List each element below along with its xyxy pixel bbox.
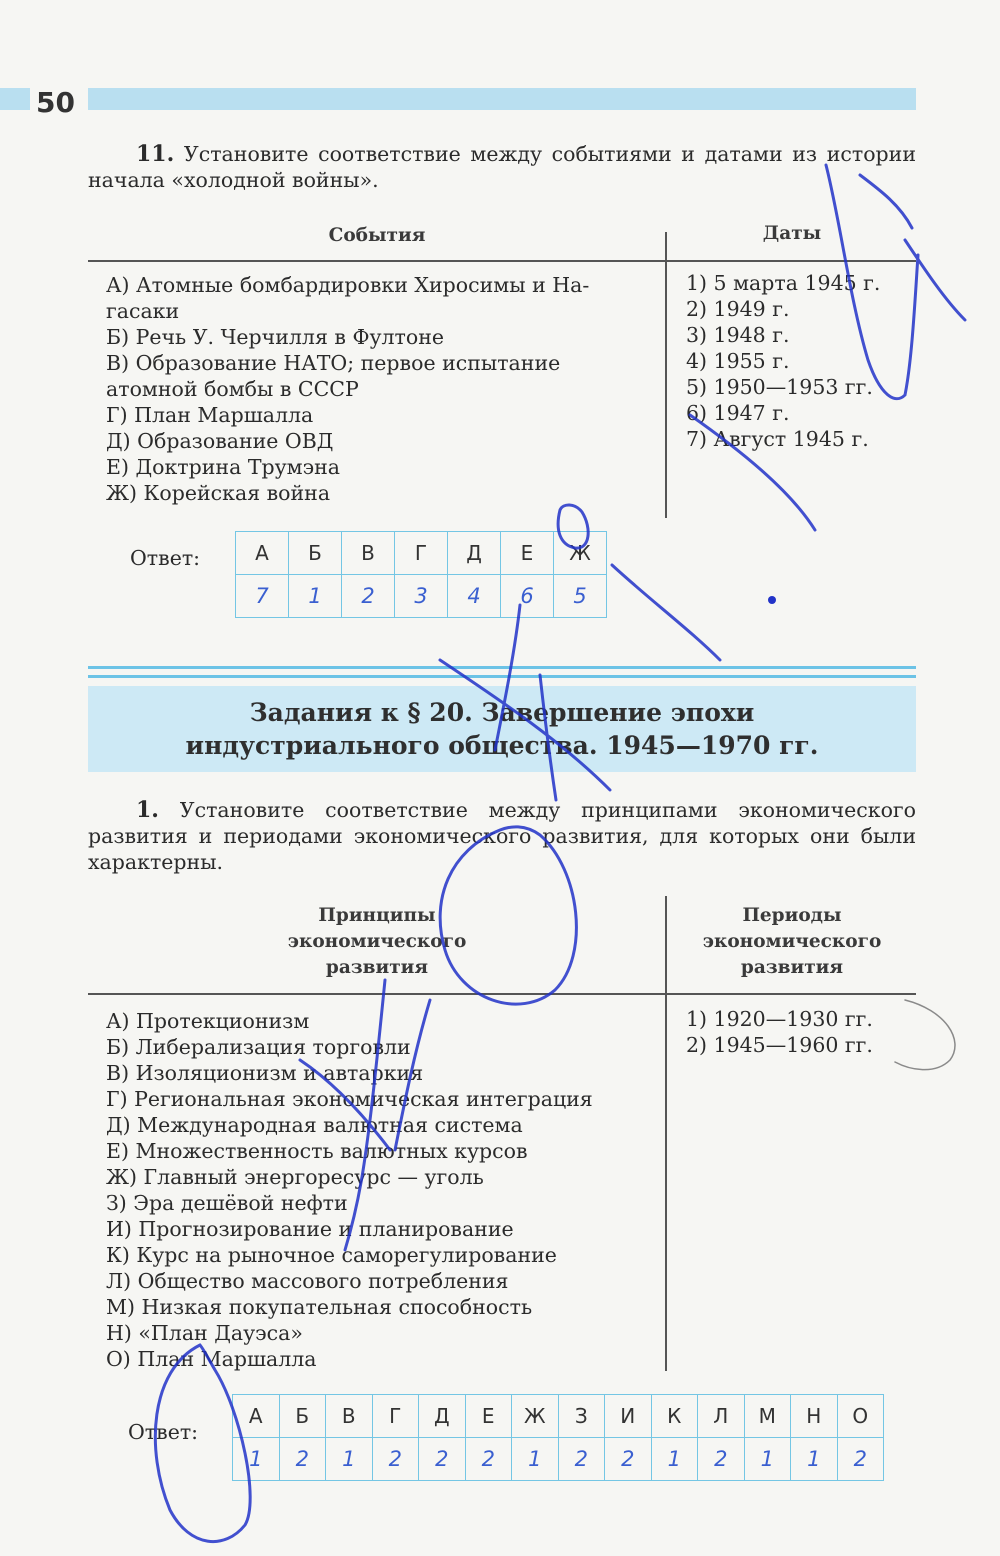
answer-letter: Г (372, 1395, 419, 1438)
answer-letter: Д (448, 532, 501, 575)
answer-letter: Е (501, 532, 554, 575)
list-item: Г) Региональная экономическая интеграция (106, 1087, 593, 1111)
list-item: Н) «План Дауэса» (106, 1321, 303, 1345)
answer-letter: Л (698, 1395, 745, 1438)
col-dates-header: Даты (762, 223, 822, 244)
col-periods-header: Периоды экономического развития (702, 905, 882, 978)
list-item: 3) 1948 г. (686, 323, 790, 347)
list-item: Ж) Главный энергоресурс — уголь (106, 1165, 484, 1189)
answer-letter: Ж (554, 532, 607, 575)
answer-cell[interactable]: 2 (837, 1438, 884, 1481)
list-item: О) План Маршалла (106, 1347, 317, 1371)
list-item: Б) Речь У. Черчилля в Фултоне (106, 325, 445, 349)
answer-cell[interactable]: 1 (651, 1438, 698, 1481)
list-item: Г) План Маршалла (106, 403, 314, 427)
answer-letter: Ж (512, 1395, 559, 1438)
answer-letter: В (342, 532, 395, 575)
list-item: А) Протекционизм (106, 1009, 310, 1033)
answer-letter: И (605, 1395, 652, 1438)
answer-cell[interactable]: 2 (372, 1438, 419, 1481)
col-events-header: События (328, 225, 426, 246)
answer-letter: З (558, 1395, 605, 1438)
list-item: 6) 1947 г. (686, 401, 790, 425)
list-item: В) Изоляционизм и автаркия (106, 1061, 424, 1085)
answer-cell[interactable]: 2 (419, 1438, 466, 1481)
answer-cell[interactable]: 5 (554, 575, 607, 618)
list-item: атомной бомбы в СССР (106, 377, 359, 401)
answer-letter: Д (419, 1395, 466, 1438)
answer-cell[interactable]: 4 (448, 575, 501, 618)
answer-cell[interactable]: 2 (342, 575, 395, 618)
list-item: Б) Либерализация торговли (106, 1035, 411, 1059)
answer-cell[interactable]: 6 (501, 575, 554, 618)
list-item: гасаки (106, 299, 180, 323)
answer-cell[interactable]: 1 (744, 1438, 791, 1481)
list-item: Е) Доктрина Трумэна (106, 455, 340, 479)
col-principles-header: Принципы экономического развития (287, 905, 467, 978)
list-item: 1) 5 марта 1945 г. (686, 271, 881, 295)
answer-cell[interactable]: 2 (465, 1438, 512, 1481)
task-1-number: 1. (136, 797, 159, 823)
list-item: М) Низкая покупательная способность (106, 1295, 533, 1319)
task-11-number: 11. (136, 141, 175, 167)
section-title-line-1: Задания к § 20. Завершение эпохи (249, 698, 755, 727)
list-item: З) Эра дешёвой нефти (106, 1191, 348, 1215)
answer-letter: Е (465, 1395, 512, 1438)
task-11-text: Установите соответствие между событиями и датами из истории начала «холодной войны». (88, 142, 916, 192)
page-number: 50 (36, 86, 75, 119)
section-title-line-2: индустриального общества. 1945—1970 гг. (185, 731, 819, 760)
answer-cell[interactable]: 2 (558, 1438, 605, 1481)
answer-letter: В (326, 1395, 373, 1438)
answer-letter: Н (791, 1395, 838, 1438)
answer-cell[interactable]: 2 (698, 1438, 745, 1481)
list-item: 1) 1920—1930 гг. (686, 1007, 873, 1031)
answer-cell[interactable]: 3 (395, 575, 448, 618)
list-item: 4) 1955 г. (686, 349, 790, 373)
answer-letter: О (837, 1395, 884, 1438)
list-item: А) Атомные бомбардировки Хиросимы и На- (106, 273, 590, 297)
answer-label-11: Ответ: (130, 546, 201, 570)
answer-letter: Б (279, 1395, 326, 1438)
answer-cell[interactable]: 2 (605, 1438, 652, 1481)
answer-letter: Г (395, 532, 448, 575)
list-item: Е) Множественность валютных курсов (106, 1139, 528, 1163)
list-item: Л) Общество массового потребления (106, 1269, 509, 1293)
list-item: 5) 1950—1953 гг. (686, 375, 873, 399)
list-item: В) Образование НАТО; первое испытание (106, 351, 561, 375)
list-item: К) Курс на рыночное саморегулирование (106, 1243, 557, 1267)
list-item: Ж) Корейская война (106, 481, 331, 505)
answer-letter: А (233, 1395, 280, 1438)
answer-label-1: Ответ: (128, 1420, 199, 1444)
answer-letter: А (236, 532, 289, 575)
answer-letter: К (651, 1395, 698, 1438)
list-item: 7) Август 1945 г. (686, 427, 869, 451)
list-item: Д) Международная валютная система (106, 1113, 523, 1137)
answer-cell[interactable]: 1 (791, 1438, 838, 1481)
list-item: 2) 1949 г. (686, 297, 790, 321)
task-1-text: Установите соответствие между принципами экономического развития и периодами экономического развития, для которых они были характерны. (88, 798, 916, 874)
list-item: 2) 1945—1960 гг. (686, 1033, 873, 1057)
answer-cell[interactable]: 1 (289, 575, 342, 618)
answer-letter: Б (289, 532, 342, 575)
answer-cell[interactable]: 2 (279, 1438, 326, 1481)
list-item: Д) Образование ОВД (106, 429, 334, 453)
list-item: И) Прогнозирование и планирование (106, 1217, 514, 1241)
answer-cell[interactable]: 1 (512, 1438, 559, 1481)
answer-letter: М (744, 1395, 791, 1438)
answer-cell[interactable]: 1 (326, 1438, 373, 1481)
answer-cell[interactable]: 1 (233, 1438, 280, 1481)
answer-cell[interactable]: 7 (236, 575, 289, 618)
